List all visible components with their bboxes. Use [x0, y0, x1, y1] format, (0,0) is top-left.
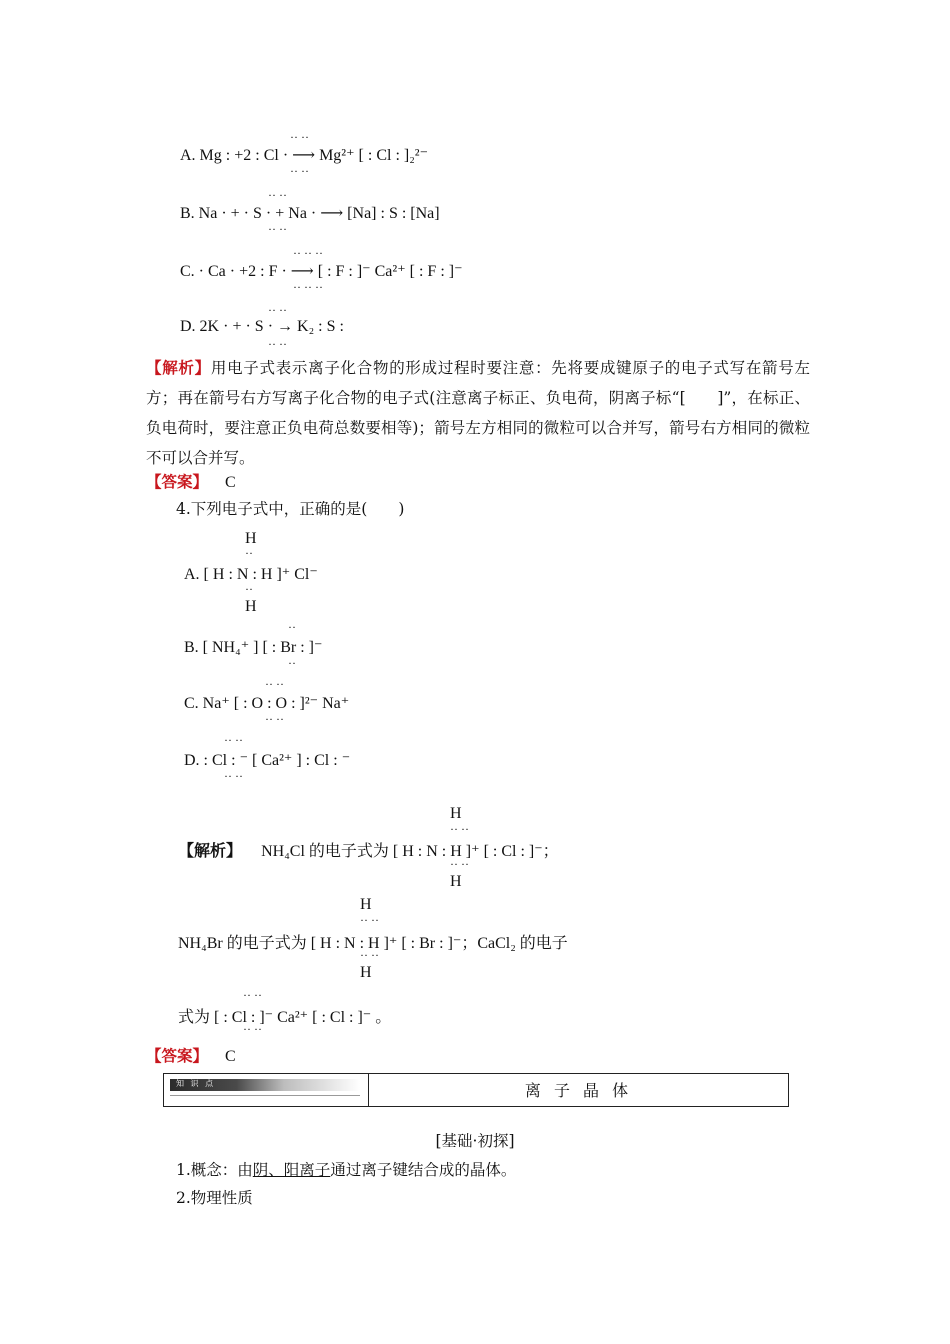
badge-text: 知 识 点	[176, 1079, 216, 1088]
q3-option-c-dots: ·· ·· ··	[293, 246, 323, 260]
section-title: 离 子 晶 体	[524, 1081, 633, 1100]
q4-l1-dots-bottom: ·· ··	[450, 857, 469, 871]
q3-option-d: D. 2K · + · S · → K₂ : S :	[180, 318, 344, 335]
q3-option-c-dots: ·· ·· ··	[293, 280, 323, 294]
q3-option-a: A. Mg : +2 : Cl · ⟶ Mg²⁺ [ : Cl : ]₂²⁻	[180, 147, 429, 164]
q3-option-a-dots: ·· ··	[290, 130, 309, 144]
q4-l2-dots-top: ·· ··	[360, 913, 379, 927]
answer-value: C	[224, 474, 236, 491]
answer-label: 【答案】	[146, 1047, 209, 1065]
q4-analysis-line3: 式为 [ : Cl : ]⁻ Ca²⁺ [ : Cl : ]⁻ 。	[178, 1009, 392, 1026]
q4-answer	[146, 1044, 236, 1066]
q4-stem: 4.下列电子式中，正确的是( )	[176, 500, 405, 518]
q4-l1-dots-top: ·· ··	[450, 822, 469, 836]
physical-properties-item: 2.物理性质	[176, 1189, 253, 1207]
q4-a-bottom-h: H	[245, 598, 257, 615]
q3-option-b: B. Na · + · S · + Na · ⟶ [Na] : S : [Na]	[180, 205, 440, 222]
answer-label: 【答案】	[146, 473, 209, 491]
q3-option-b-dots: ·· ··	[268, 222, 287, 236]
q4-l2-dots-bottom: ·· ··	[360, 948, 379, 962]
q4-option-a: A. [ H : N : H ]⁺ Cl⁻	[184, 566, 318, 583]
q4-d-dots-bottom: ·· ··	[224, 769, 243, 783]
underlined-term: 阴、阳离子	[252, 1161, 331, 1179]
q4-a-top-h: H	[245, 530, 257, 547]
q4-a-dots-bottom: ··	[245, 582, 253, 596]
q4-option-c: C. Na⁺ [ : O : O : ]²⁻ Na⁺	[184, 695, 350, 712]
q3-analysis	[146, 353, 810, 473]
q4-l1-top-h: H	[450, 805, 462, 822]
q3-option-c: C. · Ca · +2 : F · ⟶ [ : F : ]⁻ Ca²⁺ [ : F : ]⁻	[180, 263, 463, 280]
q4-option-d: D. : Cl : ⁻ [ Ca²⁺ ] : Cl : ⁻	[184, 752, 351, 769]
section-header-frame	[163, 1073, 789, 1107]
q4-l3-dots-bottom: ·· ··	[243, 1022, 262, 1036]
q3-option-b-dots: ·· ··	[268, 188, 287, 202]
q4-analysis-line1: 【解析】 NH₄Cl 的电子式为 [ H : N : H ]⁺ [ : Cl : ]⁻；	[178, 841, 559, 860]
q4-l1-bottom-h: H	[450, 873, 462, 890]
q4-c-dots-bottom: ·· ··	[265, 712, 284, 726]
q3-option-a-dots: ·· ··	[290, 164, 309, 178]
knowledge-point-badge	[170, 1079, 360, 1091]
q4-option-b: B. [ NH₄⁺ ] [ : Br : ]⁻	[184, 639, 323, 656]
q4-d-dots-top: ·· ··	[224, 733, 243, 747]
analysis-text: 用电子式表示离子化合物的形成过程时要注意：先将要成键原子的电子式写在箭号左方；再在箭号右方写离子化合物的电子式(注意离子标正、负电荷，阴离子标“[ ]”，在标正、负电荷时，要注意正负电荷总数要相等)；箭号左方相同的微粒可以合并写，箭号右方相同的微粒不可以合并写。	[146, 359, 810, 467]
q4-b-dots-top: ··	[288, 620, 296, 634]
analysis-label: 【解析】	[146, 359, 211, 377]
subheading: [基础·初探]	[435, 1132, 515, 1150]
q4-b-dots-bottom: ··	[288, 656, 296, 670]
q3-option-d-dots: ·· ··	[268, 303, 287, 317]
q3-answer	[146, 470, 236, 492]
answer-value: C	[224, 1048, 236, 1065]
analysis-label: 【解析】	[178, 841, 243, 860]
q4-a-dots-top: ··	[245, 546, 253, 560]
badge-underline	[170, 1095, 360, 1096]
q4-analysis-line2: NH₄Br 的电子式为 [ H : N : H ]⁺ [ : Br : ]⁻；CaCl₂ 的电子	[178, 935, 568, 952]
concept-item: 1.概念：由阴、阳离子通过离子键结合成的晶体。	[176, 1161, 517, 1179]
q3-option-d-dots: ·· ··	[268, 337, 287, 351]
q4-l2-bottom-h: H	[360, 964, 372, 981]
q4-l2-top-h: H	[360, 896, 372, 913]
q4-c-dots-top: ·· ··	[265, 677, 284, 691]
q4-l3-dots-top: ·· ··	[243, 988, 262, 1002]
